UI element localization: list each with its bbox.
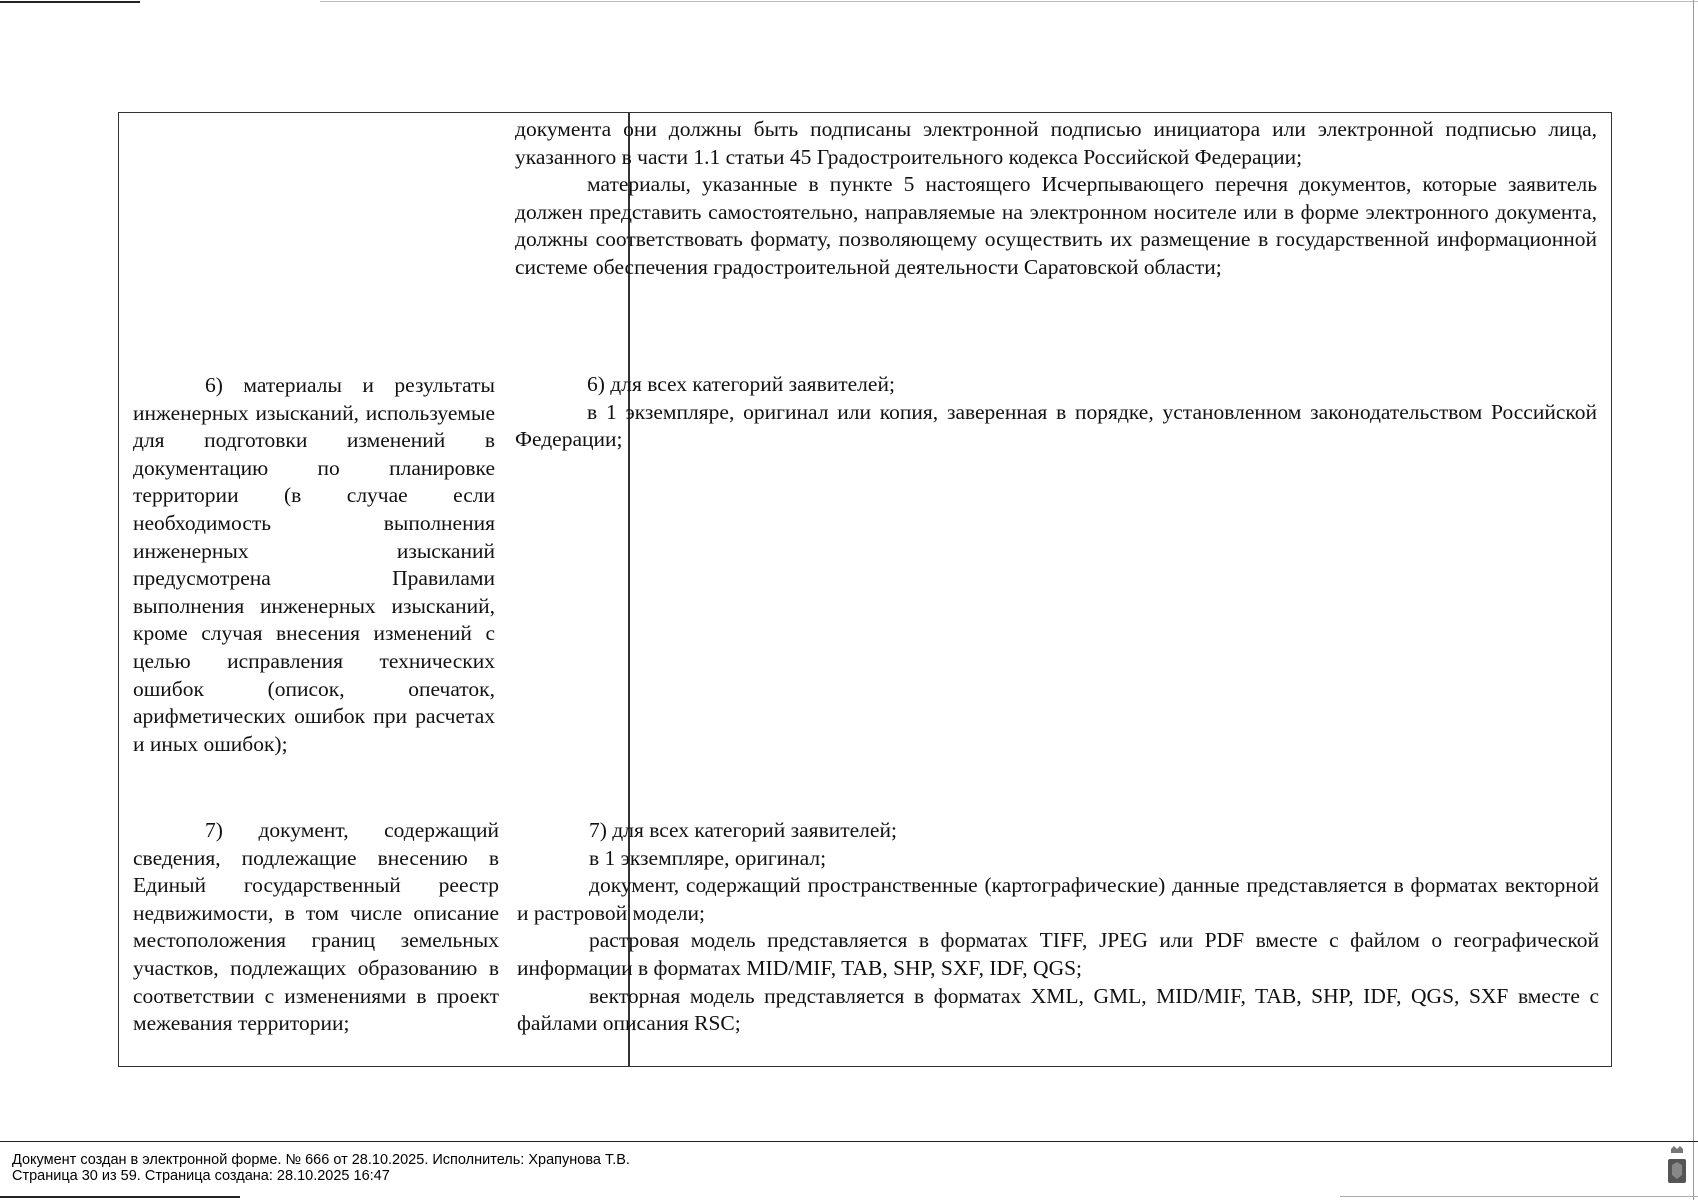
footer-document-info: Документ создан в электронной форме. № 666 от 28.10.2025. Исполнитель: Храпунова Т.В.: [12, 1152, 630, 1168]
coat-of-arms-icon: [1665, 1145, 1689, 1185]
requirements-table: [118, 112, 1612, 1067]
item-6-requirements-cell: [515, 371, 1597, 454]
item-7-copies: в 1 экземпляре, оригинал;: [589, 845, 827, 870]
item-6-copies: в 1 экземпляре, оригинал или копия, заверенная в порядке, установленном законодательством Российской Федерации;: [515, 399, 1597, 452]
item-7-applicants: 7) для всех категорий заявителей;: [589, 818, 897, 842]
item-7-requirements-cell: [517, 817, 1599, 1038]
item-7-spatial-data: документ, содержащий пространственные (картографические) данные представляется в форматах векторной и растровой модели;: [517, 873, 1599, 925]
footer-page-info: Страница 30 из 59. Страница создана: 28.10.2025 16:47: [12, 1168, 390, 1184]
top-scan-rule: [0, 1, 140, 3]
item-6-applicants: 6) для всех категорий заявителей;: [587, 372, 895, 396]
top-scan-rule-light: [320, 1, 1698, 2]
item-7-document-cell: [133, 817, 499, 1038]
footer-scan-rule: [0, 1196, 240, 1198]
item-7-raster-model: растровая модель представляется в форматах TIFF, JPEG или PDF вместе с файлом о географической информации в форматах MID/MIF, TAB, SHP, SXF, IDF, QGS;: [517, 928, 1599, 980]
item-7-description: 7) документ, содержащий сведения, подлежащие внесению в Единый государственный реестр недвижимости, в том числе описание местоположения границ земельных участков, подлежащих образованию в соответствии с изменениями в проект межевания территории;: [133, 818, 499, 1036]
page-right-edge: [1693, 0, 1694, 1200]
item-6-document-cell: [133, 372, 495, 758]
continued-paragraph: документа они должны быть подписаны электронной подписью инициатора или электронной подписью лица, указанного в части 1.1 статьи 45 Градостроительного кодекса Российской Федерации;: [515, 117, 1597, 169]
footer-scan-rule-light: [1340, 1196, 1698, 1197]
item-7-vector-model: векторная модель представляется в форматах XML, GML, MID/MIF, TAB, SHP, IDF, QGS, SXF вместе с файлами описания RSC;: [517, 983, 1599, 1036]
continued-requirements-cell: [515, 116, 1597, 282]
document-footer: [0, 1141, 1698, 1200]
materials-format-paragraph: материалы, указанные в пункте 5 настоящего Исчерпывающего перечня документов, которые заявитель должен представить самостоятельно, направляемые на электронном носителе или в форме электронного документа, должны соответствовать формату, позволяющему осуществить их размещение в государственной информационной системе обеспечения градостроительной деятельности Саратовской области;: [515, 172, 1597, 279]
item-6-description: 6) материалы и результаты инженерных изысканий, используемые для подготовки изменений в документацию по планировке территории (в случае если необходимость выполнения инженерных изысканий предусмотрена Правилами выполнения инженерных изысканий, кроме случая внесения изменений с целью исправления технических ошибок (описок, опечаток, арифметических ошибок при расчетах и иных ошибок);: [133, 373, 495, 756]
